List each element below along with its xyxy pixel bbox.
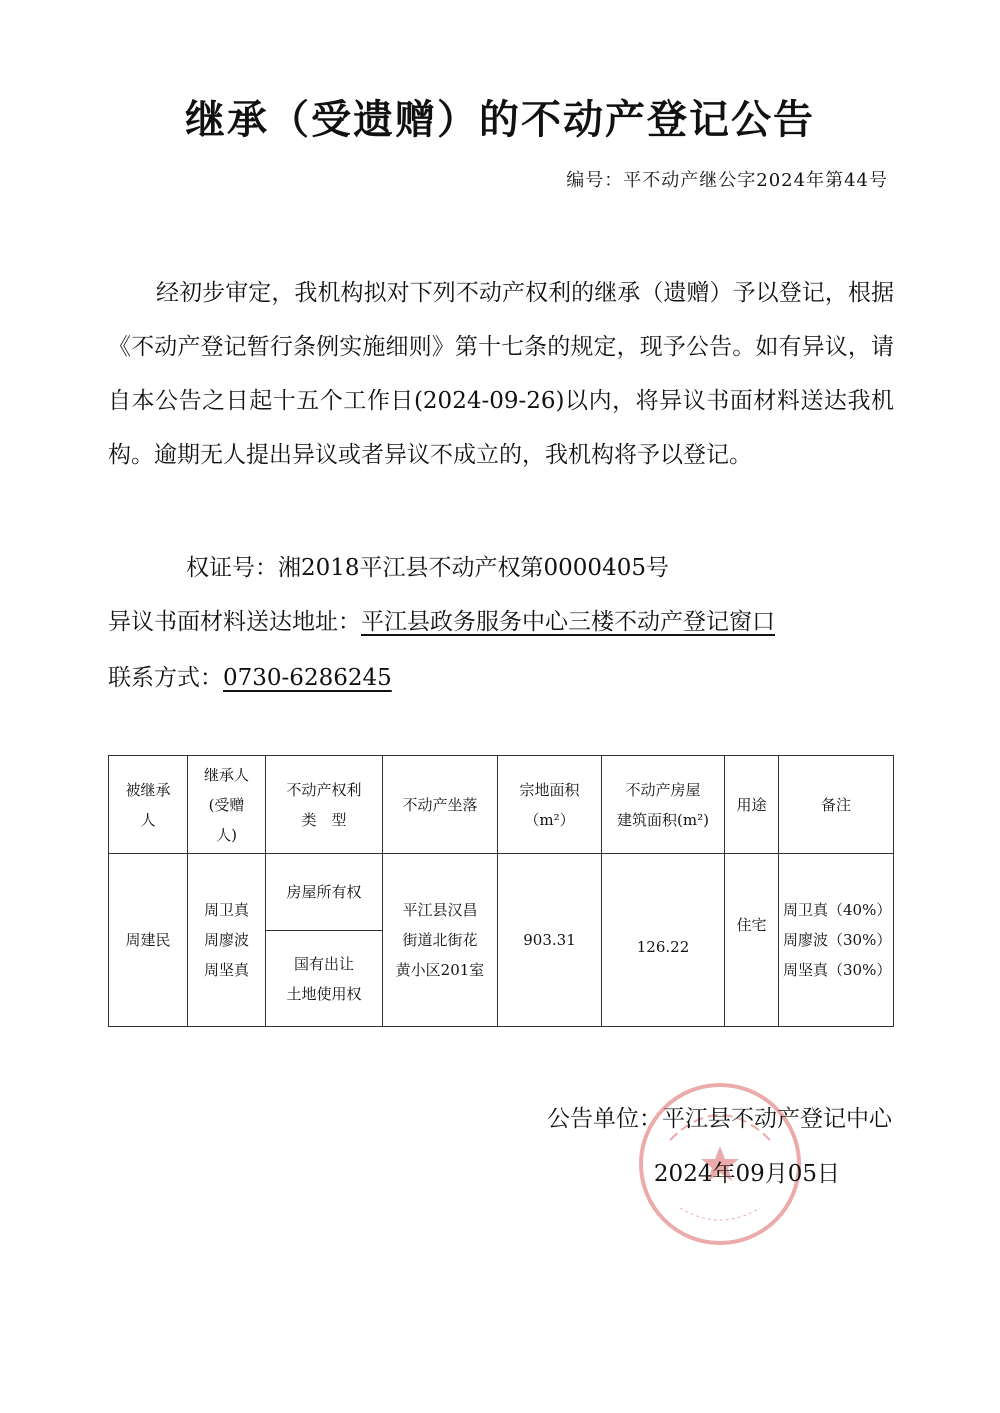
contact-label: 联系方式： (108, 665, 223, 691)
property-table (108, 755, 894, 1027)
announcement-body: 经初步审定，我机构拟对下列不动产权利的继承（遗赠）予以登记，根据《不动产登记暂行条例实施细则》第十七条的规定，现予公告。如有异议，请自本公告之日起十五个工作日(2024-09-26)以内，将异议书面材料送达我机构。逾期无人提出异议或者异议不成立的，我机构将予以登记。 (108, 280, 894, 468)
issuing-organization: 公告单位：平江县不动产登记中心 (547, 1106, 892, 1132)
header-land-area: 宗地面积 （m²） (498, 756, 602, 854)
cell-heirs: 周卫真 周廖波 周坚真 (188, 854, 266, 1027)
header-right-type: 不动产权利 类 型 (266, 756, 383, 854)
header-heirs: 继承人 (受赠 人) (188, 756, 266, 854)
objection-address-label: 异议书面材料送达地址： (108, 609, 361, 635)
page-title: 继承（受遗赠）的不动产登记公告 (185, 97, 815, 143)
contact-info (108, 659, 392, 692)
cell-right-type-land: 国有出让 土地使用权 (266, 931, 383, 1027)
cell-building-area: 126.22 (602, 854, 725, 1027)
table-header-row (109, 756, 894, 854)
cell-right-type-house: 房屋所有权 (266, 854, 383, 931)
header-building-area: 不动产房屋 建筑面积(m²) (602, 756, 725, 854)
header-usage: 用途 (725, 756, 779, 854)
certificate-number: 权证号：湘2018平江县不动产权第0000405号 (186, 555, 669, 581)
table-row (109, 854, 894, 931)
objection-address (108, 603, 775, 636)
header-location: 不动产坐落 (383, 756, 498, 854)
document-number: 编号：平不动产继公字2024年第44号 (566, 170, 888, 191)
cell-land-area: 903.31 (498, 854, 602, 1027)
cell-decedent: 周建民 (109, 854, 188, 1027)
cell-usage: 住宅 (725, 854, 779, 1027)
objection-address-value: 平江县政务服务中心三楼不动产登记窗口 (361, 609, 775, 635)
contact-phone: 0730-6286245 (223, 665, 392, 691)
cell-remarks: 周卫真（40%） 周廖波（30%） 周坚真（30%） (779, 854, 894, 1027)
header-remarks: 备注 (779, 756, 894, 854)
cell-location: 平江县汉昌 街道北街花 黄小区201室 (383, 854, 498, 1027)
issue-date: 2024年09月05日 (653, 1161, 840, 1187)
header-decedent: 被继承 人 (109, 756, 188, 854)
